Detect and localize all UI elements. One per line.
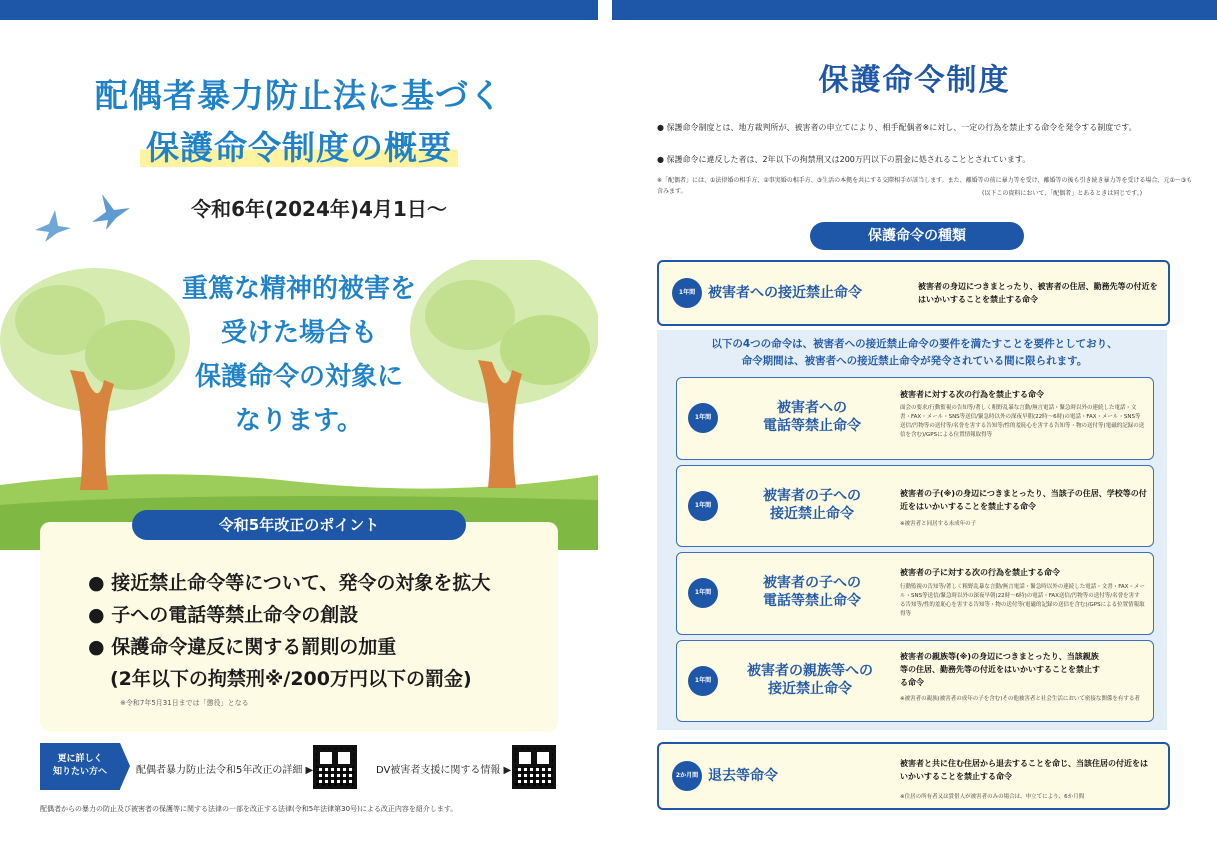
spouse-note: ※「配偶者」には、①法律婚の相手方、②事実婚の相手方、③生活の本拠を共にする交際相手が該当します。また、離婚等の前に暴力等を受け、離婚等の後も引き続き暴力等を受ける場合、元①〜③も含みます。 bbox=[657, 177, 1193, 195]
revision-points-header: 令和5年改正のポイント bbox=[132, 510, 466, 540]
more-info-badge bbox=[40, 743, 120, 790]
order-description: 被害者に対する次の行為を禁止する命令 bbox=[900, 390, 1044, 399]
left-page bbox=[0, 0, 598, 845]
bullet-text: ● 保護命令制度とは、地方裁判所が、被害者の申立てにより、相手配偶者※に対し、一定の行為を禁止する命令を発令する制度です。 bbox=[657, 123, 1137, 132]
duration-badge: 1年間 bbox=[688, 403, 718, 433]
spouse-note-right: (以下この資料において、「配偶者」とあるときは同じです。) bbox=[982, 190, 1143, 197]
sub-orders-intro: 以下の4つの命令は、被害者への接近禁止命令の要件を満たすことを要件としており、 bbox=[711, 338, 1118, 350]
order-name-line: 被害者の子への bbox=[763, 488, 861, 504]
revision-point-detail: (2年以下の拘禁刑※/200万円以下の罰金) bbox=[110, 668, 472, 690]
revision-point: ● 保護命令違反に関する罰則の加重 bbox=[88, 636, 397, 658]
duration-badge: 1年間 bbox=[688, 491, 718, 521]
order-name bbox=[727, 574, 897, 610]
order-name-line: 電話等禁止命令 bbox=[763, 418, 861, 434]
order-name bbox=[727, 399, 897, 435]
order-description: 被害者の子(※)の身辺につきまとったり、当該子の住居、学校等の付近をはいかいすることを禁止する命令 bbox=[900, 489, 1147, 511]
link-revision-details[interactable]: 配偶者暴力防止法令和5年改正の詳細 ▶ bbox=[136, 765, 314, 776]
order-detail: ※被害者と同居する未成年の子 bbox=[900, 521, 977, 527]
start-date: 令和6年(2024年)4月1日〜 bbox=[191, 197, 447, 221]
highlight-line: なります。 bbox=[235, 406, 363, 436]
order-name: 退去等命令 bbox=[708, 768, 778, 784]
order-detail: 行動監視の告知等/著しく粗野乱暴な言動/無言電話・緊急時以外の連続した電話・文書・FAX・メール・SNS等送信/緊急時以外の深夜早朝(22時〜6時)の電話・FAX送信/汚物等の送付等/名誉を害する告知等/性的羞恥心を害する告知等・物の送付等(電磁的記録の送信を含む)/GPSによる位置情報取得等 bbox=[900, 584, 1145, 617]
page-title: 保護命令制度 bbox=[818, 63, 1011, 98]
main-title-line2 bbox=[0, 122, 598, 169]
bullet-text: ● 保護命令に違反した者は、2年以下の拘禁刑又は200万円以下の罰金に処されることとされています。 bbox=[657, 155, 1031, 164]
top-bar bbox=[0, 0, 598, 20]
main-title-line1: 配偶者暴力防止法に基づく bbox=[95, 76, 503, 115]
duration-badge: 1年間 bbox=[688, 578, 718, 608]
bottom-note: 配偶者からの暴力の防止及び被害者の保護等に関する法律の一部を改正する法律(令和5年法律第30号)による改正内容を紹介します。 bbox=[40, 805, 458, 813]
order-name-line: 被害者への bbox=[777, 400, 847, 416]
more-info-line1: 更に詳しく bbox=[57, 754, 103, 764]
duration-badge: 2か月間 bbox=[672, 761, 702, 791]
revision-point: ● 接近禁止命令等について、発令の対象を拡大 bbox=[88, 572, 491, 594]
link-dv-support[interactable]: DV被害者支援に関する情報 ▶ bbox=[376, 765, 512, 776]
order-detail: ※住居の所有者又は賃借人が被害者のみの場合は、申立てにより、6か月間 bbox=[900, 794, 1085, 800]
order-name-line: 被害者の親族等への bbox=[747, 663, 873, 679]
highlight-line: 重篤な精神的被害を bbox=[181, 274, 416, 304]
qr-code-icon[interactable] bbox=[512, 745, 556, 789]
order-name bbox=[727, 487, 897, 523]
revision-points-panel bbox=[40, 522, 558, 732]
revision-point: ● 子への電話等禁止命令の創設 bbox=[88, 604, 359, 626]
order-name-line: 電話等禁止命令 bbox=[763, 593, 861, 609]
order-description: 被害者と共に住む住居から退去することを命じ、当該住居の付近をはいかいすることを禁止する命令 bbox=[900, 759, 1148, 781]
main-title-line2-text: 保護命令制度の概要 bbox=[140, 128, 458, 167]
order-detail: 面会の要求/行動監視の告知等/著しく粗野乱暴な言動/無言電話・緊急時以外の連続した電話・文書・FAX・メール・SNS等送信/緊急時以外の深夜早朝(22時〜6時)の電話・FAX・メール・SNS等送信/汚物等の送付等/名誉を害する告知等/性的羞恥心を害する告知等・物の送付等(電磁的記録の送信を含む)/GPSによる位置情報取得等 bbox=[900, 405, 1145, 438]
kinds-header: 保護命令の種類 bbox=[810, 222, 1024, 250]
revision-footnote: ※令和7年5月31日までは「懲役」となる bbox=[120, 699, 249, 707]
highlight-line: 保護命令の対象に bbox=[194, 362, 403, 392]
duration-badge: 1年間 bbox=[688, 666, 718, 696]
order-name-line: 接近禁止命令 bbox=[768, 681, 852, 697]
duration-badge: 1年間 bbox=[672, 278, 702, 308]
order-name-line: 接近禁止命令 bbox=[770, 506, 854, 522]
order-name-line: 被害者の子への bbox=[763, 575, 861, 591]
order-detail: ※被害者の親族(被害者の成年の子を含む)その他被害者と社会生活において密接な関係を有する者 bbox=[900, 696, 1140, 702]
qr-code-icon[interactable] bbox=[313, 745, 357, 789]
more-info-line2: 知りたい方へ bbox=[52, 767, 107, 777]
order-description: 被害者の親族等(※)の身辺につきまとったり、当該親族等の住居、勤務先等の付近をはいかいすることを禁止する命令 bbox=[900, 652, 1100, 687]
highlight-line: 受けた場合も bbox=[220, 318, 377, 348]
top-bar bbox=[612, 0, 1217, 20]
order-description: 被害者の身辺につきまとったり、被害者の住居、勤務先等の付近をはいかいすることを禁止する命令 bbox=[918, 282, 1158, 304]
right-page bbox=[612, 0, 1217, 845]
sub-orders-intro: 命令期間は、被害者への接近禁止命令が発令されている間に限られます。 bbox=[741, 355, 1088, 367]
order-name: 被害者への接近禁止命令 bbox=[708, 285, 862, 301]
order-description: 被害者の子に対する次の行為を禁止する命令 bbox=[900, 568, 1060, 577]
order-name bbox=[720, 662, 900, 698]
